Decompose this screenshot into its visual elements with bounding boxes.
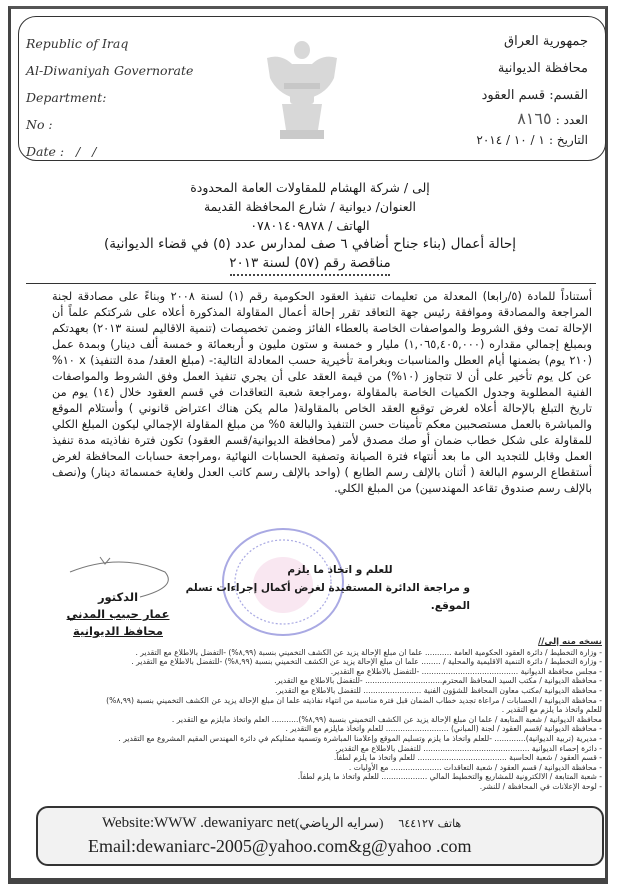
coat-of-arms-icon: [262, 38, 342, 143]
phone-label: هاتف: [437, 818, 462, 830]
department-ar: القسم: قسم العقود: [481, 88, 588, 103]
date-label-ar: التاريخ :: [548, 133, 588, 147]
copy-item: - محافظة الديوانية / مكتب السيد المحافظ المحترم................................ -للتفضل بالاطلاع مع التقدير.: [274, 676, 602, 686]
recipient-phone: الهاتف / ٠٧٨٠١٤٠٩٨٧٨: [250, 218, 370, 233]
signer-position: محافظ الديوانية: [73, 624, 163, 638]
department-label-en: Department:: [26, 90, 107, 105]
closing-line-1: للعلم و اتخاذ ما يلزم: [287, 564, 393, 576]
phone-number: ٦٤٤١٢٧: [398, 818, 434, 830]
copy-item: محافظة الديوانية / شعبة المتابعة / علما ان مبلغ الإحالة يزيد عن الكشف التخميني بنسبة (٨,٩٩%)........... العلم واتخاذ مايلزم مع التقدير .: [171, 714, 602, 724]
copy-item: - قسم العقود / شعبة الحاسبة ..................................... للعلم واتخاذ ما يلزم لطفاً.: [333, 753, 602, 763]
date-row-ar: [476, 131, 588, 150]
footer-contact-line: [102, 815, 461, 832]
governorate-ar: محافظة الديوانية: [497, 61, 588, 76]
date-row-en: [26, 138, 193, 165]
number-label-ar: العدد :: [555, 113, 588, 127]
number-row-ar: [476, 109, 588, 131]
governorate-en: Al-Diwaniyah Governorate: [26, 63, 194, 78]
office-location: (سرايه الرياضي): [295, 815, 384, 830]
letterhead-english: [26, 30, 193, 165]
copy-item: - وزارة التخطيط / دائرة العقود الحكومية العامة ........... علما ان مبلغ الإحالة يزيد عن الكشف التخميني بنسبة (٨,٩٩%) -التفضل بالاطلاع مع التقدير .: [135, 647, 602, 657]
date-value-en: / /: [76, 144, 97, 159]
copy-item: - محافظة الديوانية / الحسابات / مراعاة تجديد خطاب الضمان قبل فترة مناسبة من انتهاء نفاذيته علما ان مبلغ الإحالة يزيد عن الكشف التخميني بنسبة (٨,٩٩%): [106, 695, 602, 705]
copy-item: - شعبة المتابعة / الالكترونية للمشاريع والتخطيط المالي ................... للعلم واتخاذ ما يلزم لطفاً.: [297, 772, 602, 782]
body-paragraph: أستناداً للمادة (٥/رابعا) المعدلة من تعليمات تنفيذ العقود الحكومية رقم (١) لسنة ٢٠٠٨ وبناءً على مصادقة لجنة المراجعة والمصادقة وموافقة رئيس جهة التعاقد تقرر إحالة أعمال المقاولة المذكورة أعلاه على شركتكم علماً أن الإحالة تمت وفق الشروط والمواصفات الخاصة بالعطاء الفائز وضمن تخصيصات (تنمية الاقاليم لسنة ٢٠١٣) بعهدتكم وبمبلغ إجمالي مقداره (١,٠٦٥,٤٠٥,٠٠٠) مليار و خمسة و ستون مليون و أربعمائة و خمسة ألف دينار) وبمدة عمل (٢١٠ يوم) بضمنها أيام العطل والمناسبات وبغرامة تأخيرية حسب المعادلة التالية:- (مبلغ العقد/ مدة التنفيذ) x ١٠% عن كل يوم تأخير على أن لا تتجاوز (١٠%) من قيمة العقد على أن يجري تنفيذ العمل وفق الشروط والمواصفات الفنية المطلوبة وجدول الكميات الخاصة بالمقاولة ،ومراجعة شعبة التعاقدات في قسم العقود خلال (١٤) يوم من تاريخ التبلغ بالإحالة أعلاه لغرض توقيع العقد الخاص بالمقاولة( مالم يكن هناك اعتراض قانوني ) وأستلام الموقع والمباشرة بالعمل مستصحبين معكم تأمينات حسن التنفيذ والبالغة ٥% من مبلغ المقاولة الإجمالي ليكون المبلغ الكلي للمقاولة على شكل خطاب ضمان أو صك مصدق لأمر (محافظة الديوانية/قسم العقود) تكون فترة نفاذيته مدة تنفيذ العمل وقابل للتجديد الى ما بعد أنتهاء فترة الصيانة وتصفية الحسابات النهائية ،ومراجعة حسابات المحافظة لغرض أستقطاع الرسوم البالغة ( أثنان بالإلف رسم الطابع ) (واحد بالإلف رسم كاتب العدل ولغاية خمسمائة دينار) و(نصف بالإلف رسم صندوق تقاعد المهندسين) من المبلغ الكلي.: [52, 290, 593, 495]
recipient-address: العنوان/ ديوانية / شارع المحافظة القديمة: [203, 199, 417, 214]
country-ar: جمهورية العراق: [504, 34, 588, 49]
tender-number: مناقصة رقم (٥٧) لسنة ٢٠١٣: [229, 255, 391, 271]
closing-line-2: و مراجعة الدائرة المستفيدة لغرض أكمال إجراءات تسلم الموقع.: [185, 582, 470, 612]
copy-item: - مديرية (تربية الديوانية)............. -للعلم واتخاذ ما يلزم وتسليم الموقع وإعلامنا المباشرة وتسمية ممثليكم في دائرة المهندس المقيم المشروع مع التقدير .: [118, 733, 602, 743]
recipient-to: إلى / شركة الهشام للمقاولات العامة المحدودة: [190, 180, 430, 195]
subject: إحالة أعمال (بناء جناح أضافي ٦ صف لمدارس عدد (٥) في قضاء الديوانية): [104, 236, 516, 252]
copy-item: - دائرة إحصاء الديوانية ............................................ للتفضل بالاطلاع مع التقدير.: [335, 743, 602, 753]
signer-name: عمار حبيب المدني: [66, 607, 170, 621]
horizontal-rule: [26, 283, 596, 284]
website-text: Website:WWW .dewaniyarc net: [102, 815, 296, 831]
copies-list: [40, 638, 602, 792]
number-label-en: No :: [26, 117, 53, 132]
date-label-en: Date :: [26, 144, 65, 159]
bottom-border: [8, 878, 608, 884]
copy-item: - وزارة التخطيط / دائرة التنمية الاقليمية والمحلية / ........ علما ان مبلغ الإحالة يزيد عن الكشف التخميني بنسبة (٨,٩٩%) -للتفضل بالاطلاع مع التقدير .: [131, 657, 602, 667]
signer-block: [58, 589, 178, 640]
country-en: Republic of Iraq: [26, 36, 129, 51]
copy-item: - محافظة الديوانية /مكتب معاون المحافظ للشؤون الفنية ........................ للتفضل بالاطلاع مع التقدير.: [275, 685, 602, 695]
letterhead-arabic: [476, 28, 588, 150]
dotted-separator: [230, 274, 390, 276]
date-value-ar: ١ / ١٠ / ٢٠١٤: [476, 133, 545, 147]
copy-item: - محافظة الديوانية /قسم العقود / لجنة (المباني) .......................... للعلم واتخاذ مايلزم مع التقدير .: [285, 724, 602, 734]
closing-block: [170, 561, 470, 615]
number-value-ar: ٨١٦٥: [517, 109, 552, 128]
copy-item: - مجلس محافظة الديوانية ........................................ -للتفضل بالاطلاع مع التقدير.: [330, 666, 602, 676]
copy-item: - لوحة الإعلانات في المحافظة / للنشر.: [479, 781, 602, 791]
copies-title: نسخه منه إلى//: [538, 637, 602, 647]
copy-item: للعلم واتخاذ ما يلزم مع التقدير .: [501, 705, 602, 715]
recipient-block: [100, 178, 520, 273]
copy-item: - محافظة الديوانية / قسم العقود / شعبة التعاقدات ..................... مع الأوليات .: [348, 762, 602, 772]
signer-title: الدكتور: [97, 590, 139, 604]
email-text: Email:dewaniarc-2005@yahoo.com&g@yahoo .com: [88, 836, 472, 856]
